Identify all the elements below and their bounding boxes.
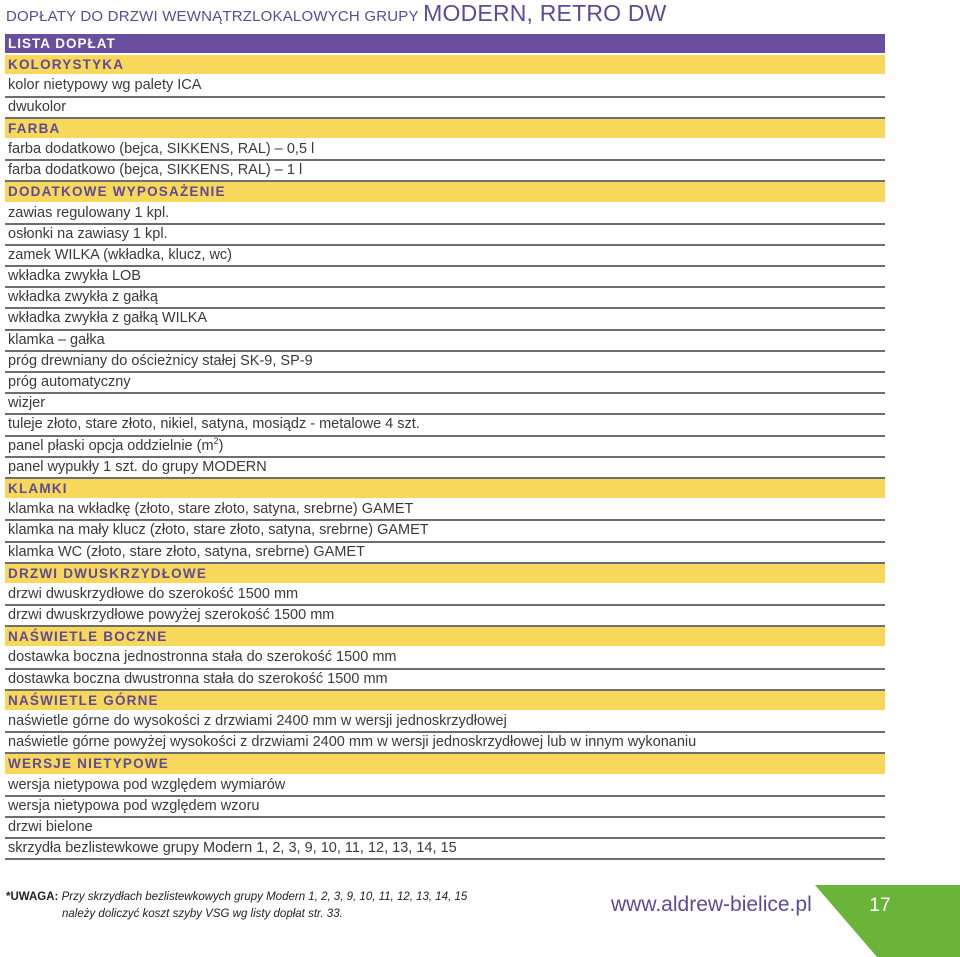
table-row: naświetle górne powyżej wysokości z drzwiami 2400 mm w wersji jednoskrzydłowej lub w innym wykonaniu <box>5 733 885 754</box>
section-header: KOLORYSTYKA <box>5 55 885 76</box>
row-text-suffix: ) <box>218 437 224 454</box>
table-row: tuleje złoto, stare złoto, nikiel, satyna, mosiądz - metalowe 4 szt. <box>5 415 885 436</box>
row-text: panel płaski opcja oddzielnie (m <box>8 437 214 454</box>
table-row: osłonki na zawiasy 1 kpl. <box>5 225 885 246</box>
section-header: WERSJE NIETYPOWE <box>5 754 885 775</box>
table-row: wizjer <box>5 394 885 415</box>
footnote-line-2: należy doliczyć koszt szyby VSG wg listy dopłat str. 33. <box>62 908 343 920</box>
table-row: kolor nietypowy wg palety ICA <box>5 76 885 97</box>
table-row: zawias regulowany 1 kpl. <box>5 204 885 225</box>
table-row: skrzydła bezlistewkowe grupy Modern 1, 2, 3, 9, 10, 11, 12, 13, 14, 15 <box>5 839 885 860</box>
table-header: LISTA DOPŁAT <box>5 34 885 55</box>
table-row: klamka na mały klucz (złoto, stare złoto, satyna, srebrne) GAMET <box>5 521 885 542</box>
website-link[interactable]: www.aldrew-bielice.pl <box>611 893 812 916</box>
table-row: dostawka boczna dwustronna stała do szerokość 1500 mm <box>5 670 885 691</box>
surcharge-table <box>5 34 885 860</box>
section-header: FARBA <box>5 119 885 140</box>
page-title <box>6 0 667 30</box>
table-row: dostawka boczna jednostronna stała do szerokość 1500 mm <box>5 648 885 669</box>
section-header: DRZWI DWUSKRZYDŁOWE <box>5 564 885 585</box>
page-number-tab <box>815 885 960 957</box>
table-row: naświetle górne do wysokości z drzwiami 2400 mm w wersji jednoskrzydłowej <box>5 712 885 733</box>
footnote-line-1: Przy skrzydłach bezlistewkowych grupy Modern 1, 2, 3, 9, 10, 11, 12, 13, 14, 15 <box>61 891 468 903</box>
page-number: 17 <box>869 895 891 916</box>
page-title-prefix: DOPŁATY DO DRZWI WEWNĄTRZLOKALOWYCH GRUPY <box>6 8 419 25</box>
section-header: NAŚWIETLE GÓRNE <box>5 691 885 712</box>
footnote-label: *UWAGA: <box>6 891 59 903</box>
table-row: wkładka zwykła z gałką <box>5 288 885 309</box>
table-row: drzwi dwuskrzydłowe powyżej szerokość 1500 mm <box>5 606 885 627</box>
table-row: drzwi bielone <box>5 818 885 839</box>
section-header: NAŚWIETLE BOCZNE <box>5 627 885 648</box>
superscript: 2 <box>213 436 219 446</box>
table-row: wersja nietypowa pod względem wzoru <box>5 797 885 818</box>
table-row: farba dodatkowo (bejca, SIKKENS, RAL) – 1 l <box>5 161 885 182</box>
section-header: DODATKOWE WYPOSAŻENIE <box>5 182 885 203</box>
table-row: wkładka zwykła z gałką WILKA <box>5 309 885 330</box>
table-row: dwukolor <box>5 98 885 119</box>
table-row: klamka WC (złoto, stare złoto, satyna, srebrne) GAMET <box>5 543 885 564</box>
table-row: drzwi dwuskrzydłowe do szerokość 1500 mm <box>5 585 885 606</box>
table-row: zamek WILKA (wkładka, klucz, wc) <box>5 246 885 267</box>
table-row: wkładka zwykła LOB <box>5 267 885 288</box>
section-header: KLAMKI <box>5 479 885 500</box>
table-row: klamka na wkładkę (złoto, stare złoto, satyna, srebrne) GAMET <box>5 500 885 521</box>
table-row: panel wypukły 1 szt. do grupy MODERN <box>5 458 885 479</box>
table-row: próg drewniany do ościeżnicy stałej SK-9, SP-9 <box>5 352 885 373</box>
table-row: farba dodatkowo (bejca, SIKKENS, RAL) – 0,5 l <box>5 140 885 161</box>
footnote <box>6 889 467 923</box>
table-row: klamka – gałka <box>5 331 885 352</box>
table-row <box>5 437 885 458</box>
table-row: wersja nietypowa pod względem wymiarów <box>5 776 885 797</box>
table-row: próg automatyczny <box>5 373 885 394</box>
page-title-group: MODERN, RETRO DW <box>423 0 667 26</box>
